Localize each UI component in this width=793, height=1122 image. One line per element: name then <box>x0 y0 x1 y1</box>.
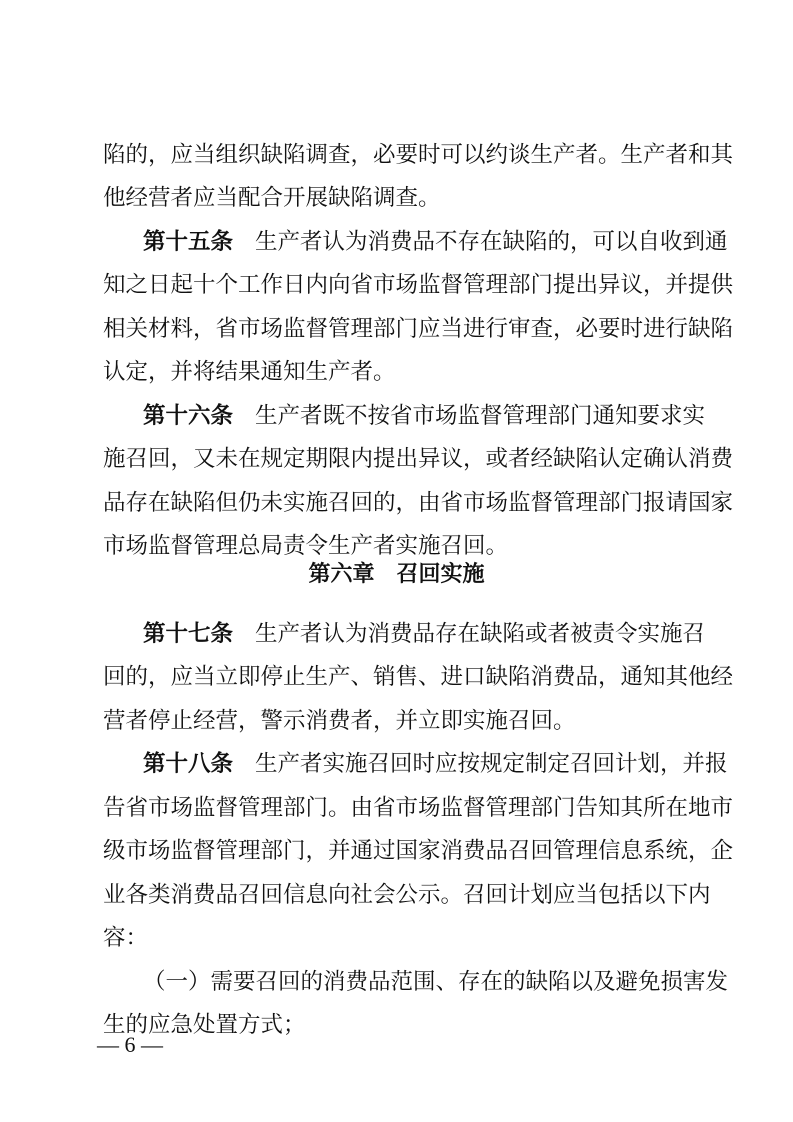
article-17-title: 第十七条 <box>143 621 234 647</box>
chapter-title: 召回实施 <box>396 562 485 587</box>
article-15-line <box>143 222 728 262</box>
paragraph-line: 业各类消费品召回信息向社会公示。召回计划应当包括以下内 <box>103 882 711 908</box>
paragraph-line: 相关材料，省市场监督管理部门应当进行审查，必要时进行缺陷 <box>103 316 734 342</box>
paragraph-line: 级市场监督管理部门，并通过国家消费品召回管理信息系统，企 <box>103 838 734 864</box>
article-16-text: 生产者既不按省市场监督管理部门通知要求实 <box>255 403 706 429</box>
article-18-title: 第十八条 <box>143 751 234 777</box>
article-18-line <box>143 744 728 784</box>
article-17-line <box>143 614 706 654</box>
chapter-number: 第六章 <box>308 562 375 587</box>
article-16-title: 第十六条 <box>143 403 234 429</box>
paragraph-line: 市场监督管理总局责令生产者实施召回。 <box>103 533 509 559</box>
paragraph-line: 陷的，应当组织缺陷调查，必要时可以约谈生产者。生产者和其 <box>103 142 734 168</box>
article-15-title: 第十五条 <box>143 229 234 255</box>
paragraph-line: 告省市场监督管理部门。由省市场监督管理部门告知其所在地市 <box>103 795 734 821</box>
paragraph-line: 生的应急处置方式； <box>103 1012 306 1038</box>
paragraph-line: 营者停止经营，警示消费者，并立即实施召回。 <box>103 708 576 734</box>
article-18-text: 生产者实施召回时应按规定制定召回计划，并报 <box>255 751 728 777</box>
paragraph-line: 他经营者应当配合开展缺陷调查。 <box>103 185 441 211</box>
paragraph-line: 回的，应当立即停止生产、销售、进口缺陷消费品，通知其他经 <box>103 664 734 690</box>
paragraph-line: 品存在缺陷但仍未实施召回的，由省市场监督管理部门报请国家 <box>103 490 734 516</box>
article-17-text: 生产者认为消费品存在缺陷或者被责令实施召 <box>255 621 706 647</box>
paragraph-line: 施召回，又未在规定期限内提出异议，或者经缺陷认定确认消费 <box>103 446 734 472</box>
chapter-heading <box>0 555 793 595</box>
paragraph-line: 认定，并将结果通知生产者。 <box>103 359 396 385</box>
paragraph-line: 容： <box>103 925 149 951</box>
article-16-line <box>143 396 706 436</box>
list-item-line: （一）需要召回的消费品范围、存在的缺陷以及避免损害发 <box>143 969 729 995</box>
paragraph-line: 知之日起十个工作日内向省市场监督管理部门提出异议，并提供 <box>103 272 734 298</box>
article-15-text: 生产者认为消费品不存在缺陷的，可以自收到通 <box>255 229 728 255</box>
page-number: — 6 — <box>97 1032 163 1057</box>
